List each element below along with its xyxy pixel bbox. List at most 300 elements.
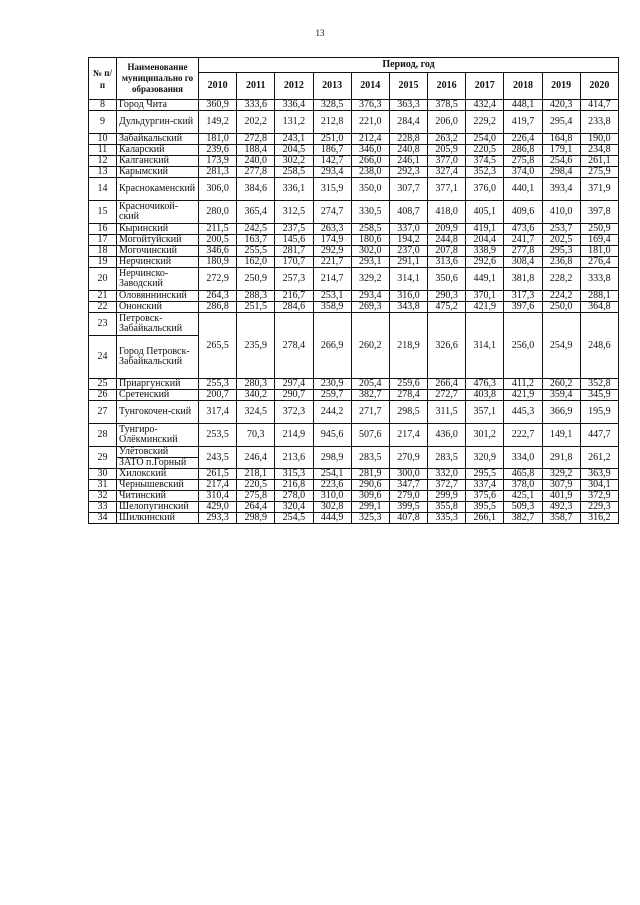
row-value: 244,2 <box>313 401 351 424</box>
row-value: 293,1 <box>351 257 389 268</box>
row-value: 240,0 <box>237 156 275 167</box>
row-value: 403,8 <box>466 390 504 401</box>
row-value: 200,5 <box>199 235 237 246</box>
row-name: Калганский <box>117 156 199 167</box>
row-value: 507,6 <box>351 424 389 447</box>
row-number: 31 <box>89 480 117 491</box>
row-number: 34 <box>89 513 117 524</box>
row-name: Нерчинский <box>117 257 199 268</box>
row-value: 310,4 <box>199 491 237 502</box>
row-value: 276,4 <box>580 257 618 268</box>
row-number: 15 <box>89 201 117 224</box>
row-value: 408,7 <box>389 201 427 224</box>
row-name: Нерчинско-Заводский <box>117 268 199 291</box>
row-value: 338,9 <box>466 246 504 257</box>
row-value: 214,7 <box>313 268 351 291</box>
row-value: 149,2 <box>199 111 237 134</box>
row-value: 230,9 <box>313 379 351 390</box>
row-value: 397,6 <box>504 302 542 313</box>
row-number: 16 <box>89 224 117 235</box>
row-value: 181,0 <box>199 134 237 145</box>
row-value: 244,8 <box>428 235 466 246</box>
row-name: Тунгиро-Олёкминский <box>117 424 199 447</box>
row-value: 320,9 <box>466 447 504 469</box>
row-value: 254,0 <box>466 134 504 145</box>
row-value: 266,0 <box>351 156 389 167</box>
row-number: 9 <box>89 111 117 134</box>
row-value: 363,3 <box>389 100 427 111</box>
header-year: 2017 <box>466 73 504 100</box>
row-value: 145,6 <box>275 235 313 246</box>
row-value: 173,9 <box>199 156 237 167</box>
row-name: Тунгокочен-ский <box>117 401 199 424</box>
row-value: 365,4 <box>237 201 275 224</box>
row-value: 222,7 <box>504 424 542 447</box>
header-year: 2015 <box>389 73 427 100</box>
row-number: 27 <box>89 401 117 424</box>
row-value: 205,9 <box>428 145 466 156</box>
row-value: 420,3 <box>542 100 580 111</box>
row-value: 226,4 <box>504 134 542 145</box>
row-name: Ононский <box>117 302 199 313</box>
table-row <box>89 480 619 491</box>
row-value: 286,8 <box>199 302 237 313</box>
row-value: 320,4 <box>275 502 313 513</box>
table-row <box>89 100 619 111</box>
header-period: Период, год <box>199 58 619 73</box>
row-value: 382,7 <box>351 390 389 401</box>
table-row <box>89 224 619 235</box>
row-name: Могочинский <box>117 246 199 257</box>
row-value: 254,1 <box>313 469 351 480</box>
row-value: 170,7 <box>275 257 313 268</box>
row-value: 212,4 <box>351 134 389 145</box>
row-value: 298,9 <box>313 447 351 469</box>
row-value: 275,8 <box>504 156 542 167</box>
row-value: 265,5 <box>199 313 237 379</box>
row-value: 264,3 <box>199 291 237 302</box>
row-value: 261,1 <box>580 156 618 167</box>
row-name: Краснокаменский <box>117 178 199 201</box>
row-value: 393,4 <box>542 178 580 201</box>
row-number: 17 <box>89 235 117 246</box>
row-name: Кыринский <box>117 224 199 235</box>
row-value: 280,0 <box>199 201 237 224</box>
row-value: 250,9 <box>580 224 618 235</box>
row-value: 311,5 <box>428 401 466 424</box>
table-row <box>89 401 619 424</box>
row-value: 293,4 <box>313 167 351 178</box>
table-header <box>89 58 619 100</box>
row-value: 432,4 <box>466 100 504 111</box>
row-value: 266,9 <box>313 313 351 379</box>
row-value: 307,7 <box>389 178 427 201</box>
header-year: 2019 <box>542 73 580 100</box>
row-name: Красночикой-ский <box>117 201 199 224</box>
row-value: 316,2 <box>580 513 618 524</box>
row-value: 162,0 <box>237 257 275 268</box>
row-value: 246,1 <box>389 156 427 167</box>
row-value: 399,5 <box>389 502 427 513</box>
header-year: 2016 <box>428 73 466 100</box>
row-value: 326,6 <box>428 313 466 379</box>
table-row <box>89 246 619 257</box>
row-number: 30 <box>89 469 117 480</box>
header-year: 2012 <box>275 73 313 100</box>
row-value: 397,8 <box>580 201 618 224</box>
row-value: 207,8 <box>428 246 466 257</box>
row-value: 266,4 <box>428 379 466 390</box>
row-number: 19 <box>89 257 117 268</box>
row-value: 364,8 <box>580 302 618 313</box>
row-value: 329,2 <box>351 268 389 291</box>
row-value: 291,1 <box>389 257 427 268</box>
row-value: 195,9 <box>580 401 618 424</box>
row-name-secondary: ЗАТО п.Горный <box>117 458 199 469</box>
row-value: 275,9 <box>580 167 618 178</box>
header-year: 2018 <box>504 73 542 100</box>
row-value: 179,1 <box>542 145 580 156</box>
row-value: 360,9 <box>199 100 237 111</box>
row-value: 292,6 <box>466 257 504 268</box>
row-value: 327,4 <box>428 167 466 178</box>
row-value: 377,0 <box>428 156 466 167</box>
row-value: 277,8 <box>504 246 542 257</box>
row-name: Шелопугинский <box>117 502 199 513</box>
row-value: 295,3 <box>542 246 580 257</box>
row-value: 254,6 <box>542 156 580 167</box>
header-num: № п/п <box>89 58 117 100</box>
row-value: 332,0 <box>428 469 466 480</box>
row-value: 371,9 <box>580 178 618 201</box>
row-value: 250,0 <box>542 302 580 313</box>
row-value: 264,4 <box>237 502 275 513</box>
row-value: 258,5 <box>351 224 389 235</box>
table-row <box>89 513 619 524</box>
row-value: 261,5 <box>199 469 237 480</box>
row-value: 352,3 <box>466 167 504 178</box>
row-value: 212,8 <box>313 111 351 134</box>
row-value: 295,5 <box>466 469 504 480</box>
row-value: 448,1 <box>504 100 542 111</box>
row-value: 407,8 <box>389 513 427 524</box>
row-value: 237,0 <box>389 246 427 257</box>
row-value: 346,6 <box>199 246 237 257</box>
table-row <box>89 111 619 134</box>
row-value: 333,8 <box>580 268 618 291</box>
row-value: 335,3 <box>428 513 466 524</box>
row-value: 377,1 <box>428 178 466 201</box>
row-value: 372,3 <box>275 401 313 424</box>
row-name: Приаргунский <box>117 379 199 390</box>
row-value: 300,0 <box>389 469 427 480</box>
row-value: 142,7 <box>313 156 351 167</box>
row-value: 447,7 <box>580 424 618 447</box>
table-row <box>89 156 619 167</box>
table-row <box>89 424 619 447</box>
row-value: 216,8 <box>275 480 313 491</box>
row-value: 444,9 <box>313 513 351 524</box>
row-value: 280,3 <box>237 379 275 390</box>
row-value: 233,8 <box>580 111 618 134</box>
row-value: 509,3 <box>504 502 542 513</box>
row-value: 254,9 <box>542 313 580 379</box>
row-number: 10 <box>89 134 117 145</box>
row-value: 352,8 <box>580 379 618 390</box>
row-name: Город Чита <box>117 100 199 111</box>
row-number: 26 <box>89 390 117 401</box>
row-value: 281,7 <box>275 246 313 257</box>
row-value: 253,5 <box>199 424 237 447</box>
row-value: 301,2 <box>466 424 504 447</box>
table-row <box>89 390 619 401</box>
row-value: 255,3 <box>199 379 237 390</box>
row-value: 263,2 <box>428 134 466 145</box>
row-value: 347,7 <box>389 480 427 491</box>
row-name: Город Петровск-Забайкальский <box>117 336 199 379</box>
row-value: 313,6 <box>428 257 466 268</box>
row-value: 228,8 <box>389 134 427 145</box>
row-value: 314,1 <box>389 268 427 291</box>
table-row <box>89 134 619 145</box>
row-value: 421,9 <box>466 302 504 313</box>
row-value: 250,9 <box>237 268 275 291</box>
row-number: 13 <box>89 167 117 178</box>
row-number: 18 <box>89 246 117 257</box>
row-value: 281,3 <box>199 167 237 178</box>
table-row <box>89 469 619 480</box>
header-year: 2010 <box>199 73 237 100</box>
table-body <box>89 100 619 524</box>
row-value: 190,0 <box>580 134 618 145</box>
row-value: 370,1 <box>466 291 504 302</box>
row-number: 11 <box>89 145 117 156</box>
row-value: 275,8 <box>237 491 275 502</box>
row-number: 12 <box>89 156 117 167</box>
row-value: 229,2 <box>466 111 504 134</box>
row-value: 425,1 <box>504 491 542 502</box>
header-year: 2020 <box>580 73 618 100</box>
row-value: 429,0 <box>199 502 237 513</box>
row-value: 302,0 <box>351 246 389 257</box>
table-row <box>89 178 619 201</box>
row-number: 8 <box>89 100 117 111</box>
row-number: 20 <box>89 268 117 291</box>
header-name: Наименование муниципально го образования <box>117 58 199 100</box>
row-name: Сретенский <box>117 390 199 401</box>
row-value: 206,0 <box>428 111 466 134</box>
row-value: 239,6 <box>199 145 237 156</box>
row-value: 221,7 <box>313 257 351 268</box>
row-value: 229,3 <box>580 502 618 513</box>
row-value: 217,4 <box>199 480 237 491</box>
row-value: 358,9 <box>313 302 351 313</box>
table-row <box>89 491 619 502</box>
row-value: 149,1 <box>542 424 580 447</box>
row-value: 164,8 <box>542 134 580 145</box>
row-value: 277,8 <box>237 167 275 178</box>
row-value: 945,6 <box>313 424 351 447</box>
row-value: 358,7 <box>542 513 580 524</box>
row-value: 254,5 <box>275 513 313 524</box>
row-value: 345,9 <box>580 390 618 401</box>
row-value: 284,6 <box>275 302 313 313</box>
row-value: 299,9 <box>428 491 466 502</box>
row-value: 260,2 <box>351 313 389 379</box>
row-name: Забайкальский <box>117 134 199 145</box>
row-value: 221,0 <box>351 111 389 134</box>
row-value: 209,9 <box>428 224 466 235</box>
row-number: 29 <box>89 447 117 469</box>
row-value: 228,2 <box>542 268 580 291</box>
row-value: 194,2 <box>389 235 427 246</box>
table-row <box>89 235 619 246</box>
row-value: 163,7 <box>237 235 275 246</box>
row-value: 272,7 <box>428 390 466 401</box>
row-value: 376,3 <box>351 100 389 111</box>
row-value: 355,8 <box>428 502 466 513</box>
row-name: Оловяннинский <box>117 291 199 302</box>
row-value: 240,8 <box>389 145 427 156</box>
row-value: 337,4 <box>466 480 504 491</box>
row-value: 259,6 <box>389 379 427 390</box>
row-value: 246,4 <box>237 447 275 469</box>
row-value: 274,7 <box>313 201 351 224</box>
row-value: 316,0 <box>389 291 427 302</box>
row-value: 288,3 <box>237 291 275 302</box>
row-value: 251,5 <box>237 302 275 313</box>
row-value: 205,4 <box>351 379 389 390</box>
row-value: 186,7 <box>313 145 351 156</box>
row-value: 295,4 <box>542 111 580 134</box>
row-value: 419,7 <box>504 111 542 134</box>
row-value: 328,5 <box>313 100 351 111</box>
row-value: 410,0 <box>542 201 580 224</box>
row-value: 363,9 <box>580 469 618 480</box>
row-value: 181,0 <box>580 246 618 257</box>
row-value: 333,6 <box>237 100 275 111</box>
row-value: 372,7 <box>428 480 466 491</box>
row-value: 266,1 <box>466 513 504 524</box>
row-value: 218,1 <box>237 469 275 480</box>
row-value: 283,5 <box>351 447 389 469</box>
row-value: 204,4 <box>466 235 504 246</box>
row-value: 290,3 <box>428 291 466 302</box>
row-value: 180,9 <box>199 257 237 268</box>
row-number: 33 <box>89 502 117 513</box>
row-value: 174,9 <box>313 235 351 246</box>
row-value: 309,6 <box>351 491 389 502</box>
row-value: 374,0 <box>504 167 542 178</box>
row-value: 261,2 <box>580 447 618 469</box>
row-value: 292,9 <box>313 246 351 257</box>
row-value: 293,3 <box>199 513 237 524</box>
row-value: 259,7 <box>313 390 351 401</box>
row-value: 475,2 <box>428 302 466 313</box>
row-value: 317,4 <box>199 401 237 424</box>
row-value: 263,3 <box>313 224 351 235</box>
row-value: 298,4 <box>542 167 580 178</box>
row-value: 440,1 <box>504 178 542 201</box>
row-name: Чернышевский <box>117 480 199 491</box>
row-value: 202,5 <box>542 235 580 246</box>
row-value: 220,5 <box>237 480 275 491</box>
row-number: 32 <box>89 491 117 502</box>
row-value: 476,3 <box>466 379 504 390</box>
row-number: 23 <box>89 313 117 336</box>
row-value: 346,0 <box>351 145 389 156</box>
row-value: 405,1 <box>466 201 504 224</box>
row-value: 202,2 <box>237 111 275 134</box>
row-value: 411,2 <box>504 379 542 390</box>
row-name: Могойтуйский <box>117 235 199 246</box>
row-value: 336,4 <box>275 100 313 111</box>
table-row <box>89 257 619 268</box>
row-value: 310,0 <box>313 491 351 502</box>
row-value: 419,1 <box>466 224 504 235</box>
row-value: 237,5 <box>275 224 313 235</box>
row-name: Читинский <box>117 491 199 502</box>
row-value: 302,2 <box>275 156 313 167</box>
row-value: 281,9 <box>351 469 389 480</box>
row-value: 357,1 <box>466 401 504 424</box>
row-value: 290,6 <box>351 480 389 491</box>
row-value: 241,7 <box>504 235 542 246</box>
row-value: 256,0 <box>504 313 542 379</box>
row-value: 283,5 <box>428 447 466 469</box>
row-number: 22 <box>89 302 117 313</box>
table-row <box>89 502 619 513</box>
row-value: 445,3 <box>504 401 542 424</box>
row-value: 284,4 <box>389 111 427 134</box>
row-value: 286,8 <box>504 145 542 156</box>
row-value: 325,3 <box>351 513 389 524</box>
row-value: 211,5 <box>199 224 237 235</box>
row-value: 384,6 <box>237 178 275 201</box>
row-value: 253,7 <box>542 224 580 235</box>
row-value: 401,9 <box>542 491 580 502</box>
row-value: 236,8 <box>542 257 580 268</box>
row-value: 255,5 <box>237 246 275 257</box>
row-value: 421,9 <box>504 390 542 401</box>
row-value: 238,0 <box>351 167 389 178</box>
row-value: 297,4 <box>275 379 313 390</box>
row-value: 279,0 <box>389 491 427 502</box>
row-value: 292,3 <box>389 167 427 178</box>
row-value: 315,9 <box>313 178 351 201</box>
row-value: 465,8 <box>504 469 542 480</box>
row-value: 290,7 <box>275 390 313 401</box>
table-row <box>89 201 619 224</box>
row-value: 291,8 <box>542 447 580 469</box>
row-value: 395,5 <box>466 502 504 513</box>
table-row <box>89 447 619 458</box>
table-row <box>89 145 619 156</box>
table-row <box>89 167 619 178</box>
header-year: 2014 <box>351 73 389 100</box>
row-value: 340,2 <box>237 390 275 401</box>
row-value: 271,7 <box>351 401 389 424</box>
row-number: 21 <box>89 291 117 302</box>
row-value: 436,0 <box>428 424 466 447</box>
row-value: 414,7 <box>580 100 618 111</box>
row-value: 234,8 <box>580 145 618 156</box>
row-name: Шилкинский <box>117 513 199 524</box>
row-value: 278,0 <box>275 491 313 502</box>
row-value: 272,8 <box>237 134 275 145</box>
row-value: 224,2 <box>542 291 580 302</box>
row-value: 131,2 <box>275 111 313 134</box>
